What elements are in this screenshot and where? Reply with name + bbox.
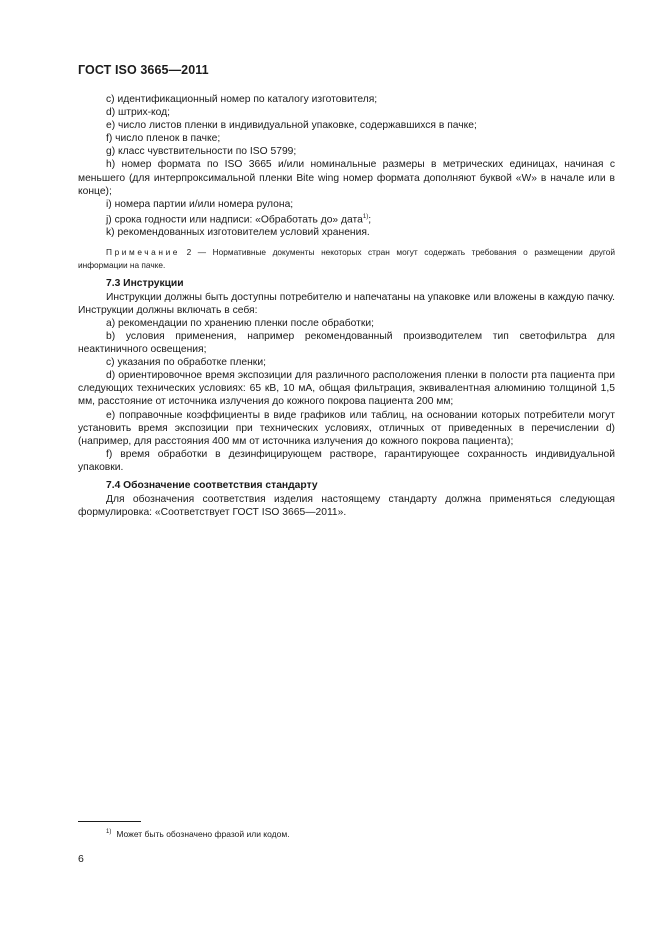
instruction-item-b: b) условия применения, например рекомендованный производителем тип светофильтра для неактиничного освещения; [78,331,615,356]
list-item-d: d) штрих-код; [106,107,171,119]
footnote-text: Может быть обозначено фразой или кодом. [116,829,290,839]
list-item-j [78,211,615,227]
note-text: 2 — Нормативные документы некоторых стран могут содержать требования о размещении другой информации на пачке. [78,247,615,271]
section-7-4-title: 7.4 Обозначение соответствия стандарту [106,480,318,492]
instruction-item-c: c) указания по обработке пленки; [106,357,266,369]
section-7-3-intro: Инструкции должны быть доступны потребителю и напечатаны на упаковке или вложены в каждую пачку. Инструкции должны включать в себя: [78,291,615,316]
footnote-ref[interactable]: 1) [362,213,369,220]
list-item-e: e) число листов пленки в индивидуальной упаковке, содержавшихся в пачке; [106,120,477,132]
note [78,246,615,271]
list-item-i: i) номера партии и/или номера рулона; [106,198,294,210]
instruction-item-a: a) рекомендации по хранению пленки после обработки; [106,317,374,329]
section-7-3-title: 7.3 Инструкции [106,277,184,289]
page-number: 6 [78,853,84,865]
document-body [78,93,615,519]
list-item-f: f) число пленок в пачке; [106,133,221,145]
instruction-item-f: f) время обработки в дезинфицирующем растворе, гарантирующее сохранность индивидуальной упаковки. [78,448,615,473]
list-item-j-text: j) срока годности или надписи: «Обработать до» дата [106,214,363,226]
footnote-divider [78,821,141,822]
section-7-4-text: Для обозначения соответствия изделия настоящему стандарту должна применяться следующая формулировка: «Соответствует ГОСТ ISO 3665—2011». [78,494,615,519]
footnote [106,829,290,839]
list-item-j-suffix: ; [368,214,372,226]
note-label: Примечание [106,247,181,258]
document-header: ГОСТ ISO 3665—2011 [78,63,209,77]
list-item-c: c) идентификационный номер по каталогу изготовителя; [106,94,378,105]
list-item-h: h) номер формата по ISO 3665 и/или номинальные размеры в метрических единицах, начиная с меньшего (для интерпроксимальной пленки Bite wing номер формата дополняют буквой «W» в начале или в конце); [78,159,615,197]
list-item-g: g) класс чувствительности по ISO 5799; [106,146,297,158]
list-item-k: k) рекомендованных изготовителем условий хранения. [106,227,370,239]
instruction-item-e: e) поправочные коэффициенты в виде графиков или таблиц, на основании которых потребители могут установить время экспозиции при технических условиях, отличных от приведенных в перечислении d) (например, для расстояния 400 мм от источника излучения до кожного покрова пациента); [78,409,615,447]
instruction-item-d: d) ориентировочное время экспозиции для различного расположения пленки в полости рта пациента при следующих технических условиях: 65 кВ, 10 мА, общая фильтрация, эквивалентная алюминию толщиной 1,5 мм, расстояние от источника излучения до кожного покрова пациента 200 мм; [78,370,615,408]
footnote-marker: 1) [106,829,112,835]
